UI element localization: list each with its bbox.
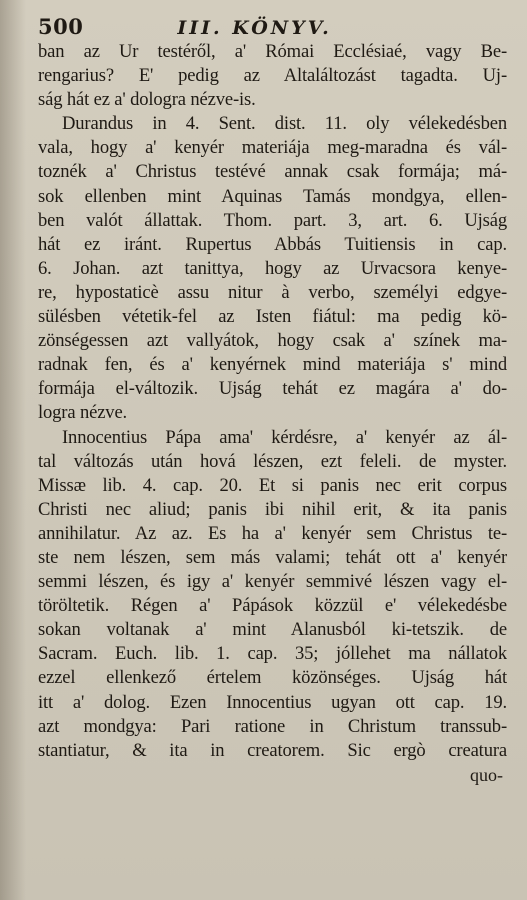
text-line: toznék a' Christus testévé annak csak formája; má- — [38, 161, 507, 183]
text-line: itt a' dolog. Ezen Innocentius ugyan ott cap. 19. — [38, 691, 507, 713]
body-text — [38, 40, 507, 763]
text-line: Christi nec aliud; panis ibi nihil erit, & ita panis — [38, 498, 507, 520]
text-line: ezzel ellenkező értelem közönséges. Ujság hát — [38, 667, 507, 689]
text-line: Missæ lib. 4. cap. 20. Et si panis nec erit corpus — [38, 474, 507, 496]
text-line: formája el-változik. Ujság tehát ez magára a' do- — [38, 378, 507, 400]
text-line: ste nem lészen, sem más valami; tehát ott a' kenyér — [38, 546, 507, 568]
page-header — [38, 14, 507, 40]
text-line: zönségessen azt vallyátok, hogy csak a' színek ma- — [38, 330, 507, 352]
catchword: quo- — [470, 764, 503, 785]
text-line: sokan voltanak a' mint Alanusból ki-tetszik. de — [38, 619, 507, 641]
text-line: Durandus in 4. Sent. dist. 11. oly vélekedésben — [62, 113, 507, 135]
text-line: stantiatur, & ita in creatorem. Sic ergò creatura — [38, 739, 507, 761]
text-line: radnak fen, és a' kenyérnek mind materiája s' mind — [38, 354, 507, 376]
text-line: re, hypostaticè assu nitur à verbo, személyi edgye- — [38, 281, 507, 303]
text-line: annihilatur. Az az. Es ha a' kenyér sem Christus te- — [38, 522, 507, 544]
text-line: Innocentius Pápa ama' kérdésre, a' kenyér az ál- — [62, 426, 507, 448]
text-line: azt mondgya: Pari ratione in Christum transsub- — [38, 715, 507, 737]
text-line: 6. Johan. azt tanittya, hogy az Urvacsora kenye- — [38, 257, 507, 279]
text-line: ben valót állattak. Thom. part. 3, art. 6. Ujság — [38, 209, 507, 231]
binding-shadow — [0, 0, 26, 900]
page-number: 500 — [38, 14, 84, 39]
text-line: tal változás után hová lészen, ezt feleli. de myster. — [38, 450, 507, 472]
text-line: logra nézve. — [38, 402, 128, 424]
text-line: töröltetik. Régen a' Pápások közzül e' vélekedésbe — [38, 595, 507, 617]
text-line: semmi lészen, és igy a' kenyér semmivé lészen vagy el- — [38, 571, 507, 593]
text-line: Sacram. Euch. lib. 1. cap. 35; jóllehet ma nállatok — [38, 643, 507, 665]
text-line: sülésben vétetik-fel az Isten fiátul: ma pedig kö- — [38, 306, 507, 328]
text-line: ság hát ez a' dologra nézve-is. — [38, 89, 256, 111]
text-line: ban az Ur testéről, a' Római Ecclésiaé, vagy Be- — [38, 41, 507, 62]
text-line: sok ellenben mint Aquinas Tamás mondgya, ellen- — [38, 185, 507, 207]
running-head: III. KÖNYV. — [177, 17, 332, 39]
text-line: rengarius? E' pedig az Altaláltozást tagadta. Uj- — [38, 65, 507, 87]
text-line: hát ez iránt. Rupertus Abbás Tuitiensis in cap. — [38, 233, 507, 255]
text-line: vala, hogy a' kenyér materiája meg-maradna és vál- — [38, 137, 507, 159]
